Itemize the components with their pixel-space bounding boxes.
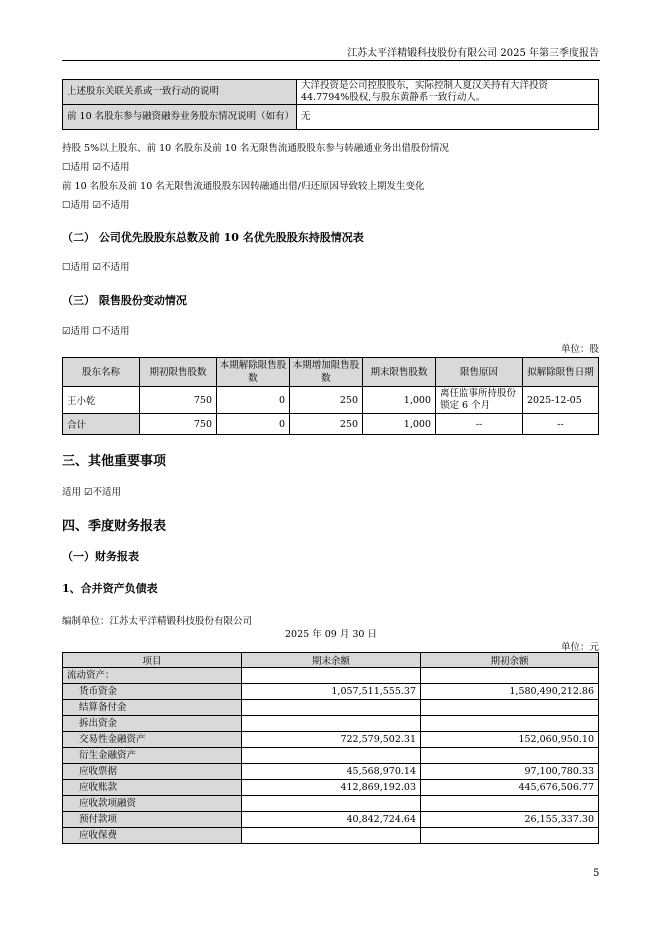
column-header: 拟解除限售日期 bbox=[523, 358, 599, 387]
row-label: 结算备付金 bbox=[63, 700, 242, 716]
period-end-value bbox=[242, 748, 421, 764]
preferred-applicability: ☐适用 ☑不适用 bbox=[62, 262, 130, 273]
period-end-value: 40,842,724.64 bbox=[242, 812, 421, 828]
row-label: 流动资产： bbox=[63, 668, 242, 684]
period-start-value bbox=[421, 716, 599, 732]
table-row bbox=[63, 716, 599, 732]
row-label: 拆出资金 bbox=[63, 716, 242, 732]
period-end-value bbox=[242, 828, 421, 844]
change-applicability: ☐适用 ☑不适用 bbox=[62, 200, 130, 211]
column-header: 股东名称 bbox=[63, 358, 140, 387]
financial-statements-subheading: （一）财务报表 bbox=[62, 550, 139, 563]
cell-value: 750 bbox=[140, 414, 217, 435]
period-start-value: 1,580,490,212.86 bbox=[421, 684, 599, 700]
period-start-value: 152,060,950.10 bbox=[421, 732, 599, 748]
cell-name: 王小乾 bbox=[63, 387, 140, 414]
period-start-value bbox=[421, 668, 599, 684]
period-start-value: 97,100,780.33 bbox=[421, 764, 599, 780]
row-label: 应收票据 bbox=[63, 764, 242, 780]
balance-sheet-title: 1、合并资产负债表 bbox=[62, 582, 158, 595]
column-header: 期末余额 bbox=[242, 653, 421, 668]
period-end-value bbox=[242, 700, 421, 716]
column-header: 本期增加限售股数 bbox=[290, 358, 363, 387]
table-row bbox=[63, 812, 599, 828]
report-date: 2025 年 09 月 30 日 bbox=[285, 629, 377, 640]
cell-date: 2025-12-05 bbox=[523, 387, 599, 414]
period-end-value: 45,568,970.14 bbox=[242, 764, 421, 780]
cell-reason: -- bbox=[436, 414, 523, 435]
period-start-value bbox=[421, 700, 599, 716]
period-end-value: 1,057,511,555.37 bbox=[242, 684, 421, 700]
lending-applicability: ☐适用 ☑不适用 bbox=[62, 162, 130, 173]
other-matters-applicability: 适用 ☑不适用 bbox=[62, 487, 122, 498]
lending-note: 持股 5%以上股东、前 10 名股东及前 10 名无限售流通股股东参与转融通业务出借股份情况 bbox=[62, 143, 449, 154]
notes-label: 前 10 名股东参与融资融券业务股东情况说明（如有） bbox=[63, 105, 297, 130]
notes-value: 无 bbox=[297, 105, 599, 130]
cell-value: 1,000 bbox=[363, 387, 436, 414]
table-row bbox=[63, 105, 599, 130]
row-label: 交易性金融资产 bbox=[63, 732, 242, 748]
table-row bbox=[63, 828, 599, 844]
period-start-value bbox=[421, 748, 599, 764]
table-row bbox=[63, 700, 599, 716]
table-row bbox=[63, 764, 599, 780]
row-label: 衍生金融资产 bbox=[63, 748, 242, 764]
restricted-unit: 单位：股 bbox=[560, 344, 599, 355]
period-start-value bbox=[421, 796, 599, 812]
period-end-value: 412,869,192.03 bbox=[242, 780, 421, 796]
table-header-row bbox=[63, 653, 599, 668]
notes-value: 大洋投资是公司控股股东，实际控制人夏汉关持有大洋投资44.7794%股权,与股东黄静系一致行动人。 bbox=[297, 80, 599, 105]
balance-sheet-table bbox=[62, 652, 599, 844]
cell-value: 750 bbox=[140, 387, 217, 414]
table-row bbox=[63, 796, 599, 812]
row-label: 货币资金 bbox=[63, 684, 242, 700]
cell-value: 1,000 bbox=[363, 414, 436, 435]
period-start-value: 26,155,337.30 bbox=[421, 812, 599, 828]
table-row bbox=[63, 732, 599, 748]
row-label: 应收保费 bbox=[63, 828, 242, 844]
cell-date: -- bbox=[523, 414, 599, 435]
page-header: 江苏太平洋精锻科技股份有限公司 2025 年第三季度报告 bbox=[347, 48, 599, 59]
row-label: 应收账款 bbox=[63, 780, 242, 796]
currency-unit: 单位：元 bbox=[560, 642, 599, 653]
column-header: 期初限售股数 bbox=[140, 358, 217, 387]
table-row bbox=[63, 748, 599, 764]
column-header: 期末限售股数 bbox=[363, 358, 436, 387]
cell-value: 0 bbox=[217, 387, 290, 414]
change-note: 前 10 名股东及前 10 名无限售流通股股东因转融通出借/归还原因导致较上期发生变化 bbox=[62, 181, 425, 192]
restricted-applicability: ☑适用 ☐不适用 bbox=[62, 326, 130, 337]
header-divider bbox=[62, 60, 600, 61]
column-header: 本期解除限售股数 bbox=[217, 358, 290, 387]
shareholder-notes-table bbox=[62, 79, 599, 130]
table-row bbox=[63, 668, 599, 684]
other-matters-heading: 三、其他重要事项 bbox=[62, 454, 167, 469]
compiler-unit: 编制单位：江苏太平洋精锻科技股份有限公司 bbox=[62, 616, 253, 627]
table-row bbox=[63, 780, 599, 796]
quarterly-statements-heading: 四、季度财务报表 bbox=[62, 519, 167, 534]
cell-value: 250 bbox=[290, 414, 363, 435]
table-row bbox=[63, 414, 599, 435]
notes-label: 上述股东关联关系或一致行动的说明 bbox=[63, 80, 297, 105]
row-label: 应收款项融资 bbox=[63, 796, 242, 812]
preferred-shares-heading: （二） 公司优先股股东总数及前 10 名优先股股东持股情况表 bbox=[62, 231, 364, 244]
period-end-value bbox=[242, 716, 421, 732]
period-start-value bbox=[421, 828, 599, 844]
table-row bbox=[63, 684, 599, 700]
period-end-value bbox=[242, 668, 421, 684]
period-end-value: 722,579,502.31 bbox=[242, 732, 421, 748]
restricted-shares-heading: （三） 限售股份变动情况 bbox=[62, 294, 187, 307]
column-header: 项目 bbox=[63, 653, 242, 668]
table-row bbox=[63, 80, 599, 105]
table-row bbox=[63, 387, 599, 414]
restricted-shares-table bbox=[62, 357, 599, 435]
table-header-row bbox=[63, 358, 599, 387]
column-header: 限售原因 bbox=[436, 358, 523, 387]
period-start-value: 445,676,506.77 bbox=[421, 780, 599, 796]
cell-value: 250 bbox=[290, 387, 363, 414]
cell-value: 0 bbox=[217, 414, 290, 435]
period-end-value bbox=[242, 796, 421, 812]
page-number: 5 bbox=[593, 868, 600, 879]
row-label: 预付款项 bbox=[63, 812, 242, 828]
cell-name: 合计 bbox=[63, 414, 140, 435]
cell-reason: 离任监事所持股份锁定 6 个月 bbox=[436, 387, 523, 414]
column-header: 期初余额 bbox=[421, 653, 599, 668]
